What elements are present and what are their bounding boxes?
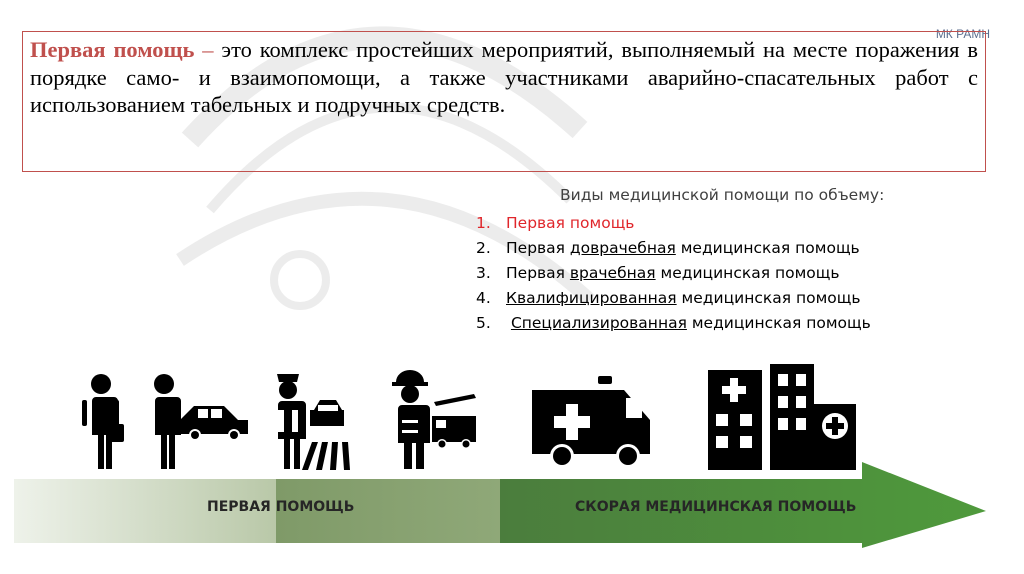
ambulance-icon <box>532 376 650 468</box>
list-item-post: медицинская помощь <box>675 239 860 257</box>
band-label-first-aid: ПЕРВАЯ ПОМОЩЬ <box>207 499 355 515</box>
care-stage-arrow <box>0 458 1024 548</box>
list-item-post: медицинская помощь <box>676 289 861 307</box>
list-item <box>476 311 996 336</box>
list-item-pre: Первая помощь <box>506 214 635 232</box>
list-item <box>476 286 996 311</box>
list-item-underlined: доврачебная <box>569 239 676 257</box>
definition-text <box>30 36 978 119</box>
list-item-text <box>506 311 871 336</box>
definition-term: Первая помощь <box>30 37 195 62</box>
hospital-icon <box>708 364 856 470</box>
list-item-post: медицинская помощь <box>686 314 871 332</box>
list-item-number: 1. <box>476 214 491 232</box>
band-label-emergency: СКОРАЯ МЕДИЦИНСКАЯ ПОМОЩЬ <box>575 499 857 515</box>
definition-box <box>22 31 986 172</box>
traffic-police-icon <box>274 374 350 470</box>
list-item-text <box>506 261 839 286</box>
list-item-pre: Первая <box>506 239 570 257</box>
list-item-number: 2. <box>476 239 491 257</box>
list-item-underlined: врачебная <box>569 264 656 282</box>
list-item-number: 5. <box>476 314 491 332</box>
list-item-underlined: Специализированная <box>510 314 687 332</box>
list-item-text <box>506 211 634 236</box>
list-item-text <box>506 286 861 311</box>
list-item-text <box>506 236 860 261</box>
list-item <box>476 236 996 261</box>
care-kinds-block <box>476 186 996 336</box>
list-item <box>476 211 996 236</box>
definition-body: это комплекс простейших мероприятий, выполняемый на месте поражения в порядке само- и взаимопомощи, а также участниками аварийно-спасательных работ с использованием табельных и подручных средств. <box>30 37 978 117</box>
person-with-bag-icon <box>82 374 124 469</box>
list-item-pre: Первая <box>506 264 570 282</box>
firefighter-icon <box>392 370 476 469</box>
list-item <box>476 261 996 286</box>
corner-label: МК РАМН <box>935 27 990 41</box>
list-item-number: 3. <box>476 264 491 282</box>
care-kinds-title: Виды медицинской помощи по объему: <box>560 186 885 204</box>
definition-dash: – <box>202 37 214 62</box>
list-item-post: медицинская помощь <box>655 264 840 282</box>
driver-with-car-icon <box>151 374 248 469</box>
care-kinds-list <box>476 211 996 336</box>
list-item-number: 4. <box>476 289 491 307</box>
list-item-underlined: Квалифицированная <box>506 289 677 307</box>
